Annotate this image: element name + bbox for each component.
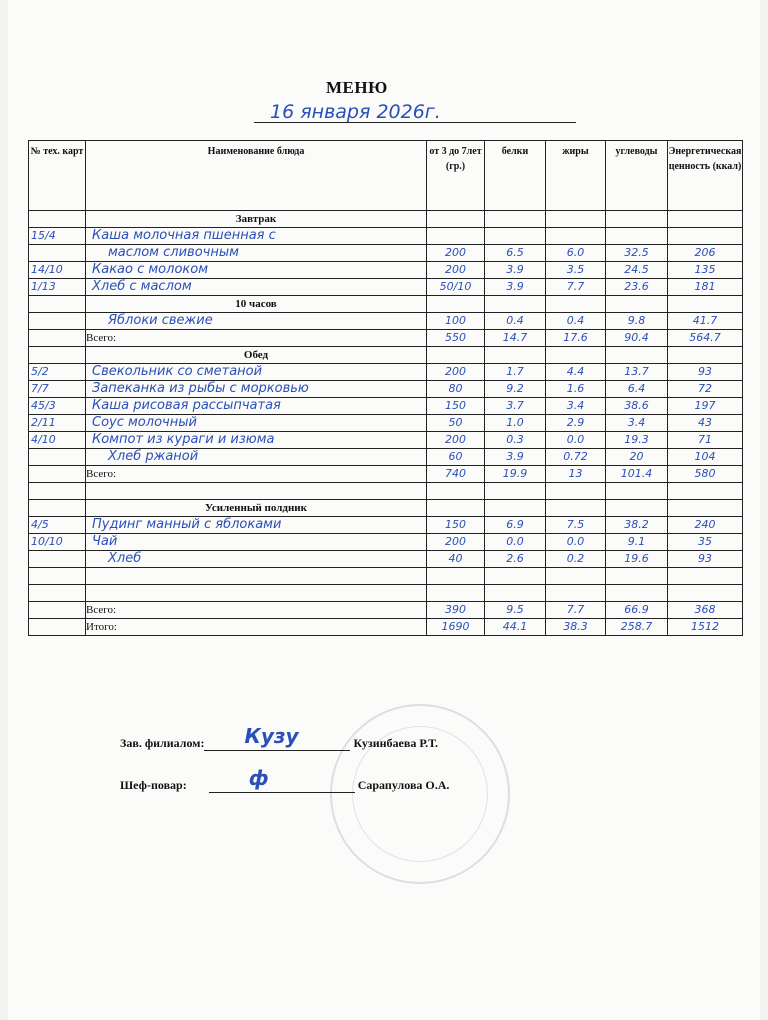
total-fat: 38.3 — [546, 619, 606, 636]
section-row — [29, 211, 743, 228]
empty-row — [29, 483, 743, 500]
cell-carbs: 3.4 — [606, 415, 668, 432]
menu-date: 16 января 2026г. — [254, 103, 576, 123]
empty-cell — [668, 568, 743, 585]
manager-signature-line — [204, 724, 350, 751]
empty-cell — [427, 483, 485, 500]
cell-protein: 1.0 — [485, 415, 546, 432]
table-row — [29, 313, 743, 330]
cell-carbs — [606, 228, 668, 245]
total-num-cell — [29, 602, 86, 619]
cell-protein: 6.9 — [485, 517, 546, 534]
dish-name: Запеканка из рыбы с морковью — [86, 381, 427, 398]
cell-portion: 100 — [427, 313, 485, 330]
cell-protein: 0.3 — [485, 432, 546, 449]
cell-energy — [668, 228, 743, 245]
cell-energy: 135 — [668, 262, 743, 279]
tech-card-number: 15/4 — [29, 228, 86, 245]
tech-card-number — [29, 449, 86, 466]
dish-name: маслом сливочным — [86, 245, 427, 262]
cell-portion — [427, 228, 485, 245]
section-empty-cell — [606, 500, 668, 517]
header-portion: от 3 до 7лет (гр.) — [427, 141, 485, 211]
total-carbs: 258.7 — [606, 619, 668, 636]
total-protein: 14.7 — [485, 330, 546, 347]
section-empty-cell — [427, 211, 485, 228]
table-row — [29, 534, 743, 551]
cell-protein: 9.2 — [485, 381, 546, 398]
cell-energy: 93 — [668, 551, 743, 568]
cell-protein — [485, 228, 546, 245]
cell-fat: 0.2 — [546, 551, 606, 568]
table-row — [29, 364, 743, 381]
total-num-cell — [29, 330, 86, 347]
section-num-cell — [29, 296, 86, 313]
cell-energy: 181 — [668, 279, 743, 296]
total-label: Всего: — [86, 466, 427, 483]
cell-portion: 50 — [427, 415, 485, 432]
section-row — [29, 347, 743, 364]
cell-protein: 3.9 — [485, 262, 546, 279]
cell-portion: 200 — [427, 262, 485, 279]
chef-signature: ф — [248, 766, 269, 790]
empty-cell — [485, 483, 546, 500]
section-name: 10 часов — [86, 296, 427, 313]
total-energy: 564.7 — [668, 330, 743, 347]
tech-card-number: 10/10 — [29, 534, 86, 551]
cell-fat: 0.4 — [546, 313, 606, 330]
tech-card-number: 5/2 — [29, 364, 86, 381]
section-empty-cell — [485, 211, 546, 228]
cell-portion: 80 — [427, 381, 485, 398]
cell-energy: 43 — [668, 415, 743, 432]
total-portion: 550 — [427, 330, 485, 347]
manager-label: Зав. филиалом: — [120, 736, 205, 750]
empty-cell — [485, 568, 546, 585]
section-empty-cell — [485, 500, 546, 517]
cell-portion: 150 — [427, 398, 485, 415]
cell-protein: 3.7 — [485, 398, 546, 415]
empty-cell — [668, 585, 743, 602]
cell-protein: 6.5 — [485, 245, 546, 262]
table-row — [29, 381, 743, 398]
table-header-row — [29, 141, 743, 211]
empty-cell — [606, 585, 668, 602]
dish-name: Хлеб с маслом — [86, 279, 427, 296]
cell-energy: 41.7 — [668, 313, 743, 330]
table-row — [29, 449, 743, 466]
menu-body — [29, 211, 743, 636]
total-num-cell — [29, 619, 86, 636]
total-carbs: 66.9 — [606, 602, 668, 619]
chef-label: Шеф-повар: — [120, 778, 187, 792]
total-energy: 1512 — [668, 619, 743, 636]
cell-protein: 0.4 — [485, 313, 546, 330]
cell-carbs: 6.4 — [606, 381, 668, 398]
dish-name: Хлеб ржаной — [86, 449, 427, 466]
cell-fat: 0.0 — [546, 432, 606, 449]
cell-portion: 200 — [427, 432, 485, 449]
cell-protein: 3.9 — [485, 449, 546, 466]
empty-cell — [546, 568, 606, 585]
cell-carbs: 19.3 — [606, 432, 668, 449]
chef-signature-row — [120, 766, 450, 793]
cell-carbs: 19.6 — [606, 551, 668, 568]
cell-carbs: 13.7 — [606, 364, 668, 381]
cell-energy: 104 — [668, 449, 743, 466]
cell-portion: 60 — [427, 449, 485, 466]
dish-name: Каша рисовая рассыпчатая — [86, 398, 427, 415]
page-title: МЕНЮ — [326, 78, 388, 97]
dish-name: Каша молочная пшенная с — [86, 228, 427, 245]
round-stamp — [330, 704, 510, 884]
total-num-cell — [29, 466, 86, 483]
section-empty-cell — [546, 347, 606, 364]
cell-energy: 72 — [668, 381, 743, 398]
tech-card-number — [29, 245, 86, 262]
dish-name: Яблоки свежие — [86, 313, 427, 330]
cell-portion: 200 — [427, 534, 485, 551]
section-empty-cell — [606, 347, 668, 364]
cell-carbs: 20 — [606, 449, 668, 466]
tech-card-number: 1/13 — [29, 279, 86, 296]
empty-row — [29, 568, 743, 585]
cell-carbs: 9.8 — [606, 313, 668, 330]
cell-fat: 1.6 — [546, 381, 606, 398]
total-portion: 1690 — [427, 619, 485, 636]
cell-fat: 2.9 — [546, 415, 606, 432]
header-energy: Энергетическая ценность (ккал) — [668, 141, 743, 211]
total-row — [29, 330, 743, 347]
total-portion: 740 — [427, 466, 485, 483]
cell-carbs: 38.2 — [606, 517, 668, 534]
cell-protein: 1.7 — [485, 364, 546, 381]
section-empty-cell — [668, 211, 743, 228]
tech-card-number: 7/7 — [29, 381, 86, 398]
section-empty-cell — [427, 500, 485, 517]
empty-cell — [427, 568, 485, 585]
table-row — [29, 279, 743, 296]
total-fat: 7.7 — [546, 602, 606, 619]
total-fat: 17.6 — [546, 330, 606, 347]
empty-cell — [427, 585, 485, 602]
section-empty-cell — [668, 296, 743, 313]
cell-portion: 150 — [427, 517, 485, 534]
total-label: Всего: — [86, 330, 427, 347]
cell-carbs: 23.6 — [606, 279, 668, 296]
header-fat: жиры — [546, 141, 606, 211]
table-row — [29, 432, 743, 449]
cell-fat: 0.0 — [546, 534, 606, 551]
menu-table — [28, 140, 743, 636]
tech-card-number: 45/3 — [29, 398, 86, 415]
cell-protein: 2.6 — [485, 551, 546, 568]
empty-cell — [546, 483, 606, 500]
total-protein: 44.1 — [485, 619, 546, 636]
empty-cell — [29, 483, 86, 500]
chef-name: Сарапулова О.А. — [357, 778, 450, 792]
chef-signature-line — [209, 766, 355, 793]
section-num-cell — [29, 500, 86, 517]
table-row — [29, 415, 743, 432]
cell-protein: 3.9 — [485, 279, 546, 296]
empty-row — [29, 585, 743, 602]
section-empty-cell — [546, 296, 606, 313]
tech-card-number: 4/10 — [29, 432, 86, 449]
section-empty-cell — [668, 347, 743, 364]
dish-name: Соус молочный — [86, 415, 427, 432]
cell-carbs: 38.6 — [606, 398, 668, 415]
empty-cell — [606, 483, 668, 500]
total-carbs: 90.4 — [606, 330, 668, 347]
section-num-cell — [29, 211, 86, 228]
dish-name: Компот из кураги и изюма — [86, 432, 427, 449]
tech-card-number — [29, 313, 86, 330]
cell-portion: 50/10 — [427, 279, 485, 296]
empty-cell — [485, 585, 546, 602]
dish-name: Какао с молоком — [86, 262, 427, 279]
cell-portion: 40 — [427, 551, 485, 568]
table-row — [29, 398, 743, 415]
section-empty-cell — [485, 296, 546, 313]
tech-card-number — [29, 551, 86, 568]
total-portion: 390 — [427, 602, 485, 619]
total-row — [29, 466, 743, 483]
cell-energy: 240 — [668, 517, 743, 534]
section-empty-cell — [427, 296, 485, 313]
total-protein: 19.9 — [485, 466, 546, 483]
total-energy: 580 — [668, 466, 743, 483]
document-page — [8, 0, 760, 1020]
section-empty-cell — [606, 211, 668, 228]
manager-signature-row — [120, 724, 438, 751]
total-row — [29, 602, 743, 619]
empty-cell — [86, 568, 427, 585]
total-label: Всего: — [86, 602, 427, 619]
cell-energy: 197 — [668, 398, 743, 415]
cell-portion: 200 — [427, 364, 485, 381]
cell-fat: 7.5 — [546, 517, 606, 534]
cell-protein: 0.0 — [485, 534, 546, 551]
total-energy: 368 — [668, 602, 743, 619]
table-row — [29, 245, 743, 262]
header-name: Наименование блюда — [86, 141, 427, 211]
header-carbs: углеводы — [606, 141, 668, 211]
dish-name: Свекольник со сметаной — [86, 364, 427, 381]
total-label: Итого: — [86, 619, 427, 636]
table-row — [29, 228, 743, 245]
section-name: Усиленный полдник — [86, 500, 427, 517]
cell-fat: 7.7 — [546, 279, 606, 296]
tech-card-number: 2/11 — [29, 415, 86, 432]
section-row — [29, 500, 743, 517]
section-name: Завтрак — [86, 211, 427, 228]
empty-cell — [86, 585, 427, 602]
tech-card-number: 4/5 — [29, 517, 86, 534]
tech-card-number: 14/10 — [29, 262, 86, 279]
total-carbs: 101.4 — [606, 466, 668, 483]
cell-fat: 6.0 — [546, 245, 606, 262]
table-row — [29, 262, 743, 279]
header-protein: белки — [485, 141, 546, 211]
empty-cell — [29, 568, 86, 585]
dish-name: Чай — [86, 534, 427, 551]
empty-cell — [29, 585, 86, 602]
dish-name: Пудинг манный с яблоками — [86, 517, 427, 534]
total-row — [29, 619, 743, 636]
cell-carbs: 32.5 — [606, 245, 668, 262]
section-empty-cell — [485, 347, 546, 364]
empty-cell — [86, 483, 427, 500]
cell-fat: 3.5 — [546, 262, 606, 279]
section-empty-cell — [668, 500, 743, 517]
empty-cell — [668, 483, 743, 500]
total-protein: 9.5 — [485, 602, 546, 619]
cell-energy: 35 — [668, 534, 743, 551]
section-name: Обед — [86, 347, 427, 364]
table-row — [29, 551, 743, 568]
manager-signature: Кузу — [244, 724, 299, 748]
cell-fat: 3.4 — [546, 398, 606, 415]
empty-cell — [606, 568, 668, 585]
section-empty-cell — [606, 296, 668, 313]
cell-energy: 93 — [668, 364, 743, 381]
cell-energy: 206 — [668, 245, 743, 262]
cell-energy: 71 — [668, 432, 743, 449]
table-row — [29, 517, 743, 534]
total-fat: 13 — [546, 466, 606, 483]
empty-cell — [546, 585, 606, 602]
manager-name: Кузинбаева Р.Т. — [353, 736, 438, 750]
cell-fat: 0.72 — [546, 449, 606, 466]
header-num: № тех. карт — [29, 141, 86, 211]
cell-fat — [546, 228, 606, 245]
dish-name: Хлеб — [86, 551, 427, 568]
cell-fat: 4.4 — [546, 364, 606, 381]
cell-carbs: 9.1 — [606, 534, 668, 551]
section-num-cell — [29, 347, 86, 364]
section-empty-cell — [546, 500, 606, 517]
section-row — [29, 296, 743, 313]
section-empty-cell — [546, 211, 606, 228]
cell-carbs: 24.5 — [606, 262, 668, 279]
section-empty-cell — [427, 347, 485, 364]
cell-portion: 200 — [427, 245, 485, 262]
